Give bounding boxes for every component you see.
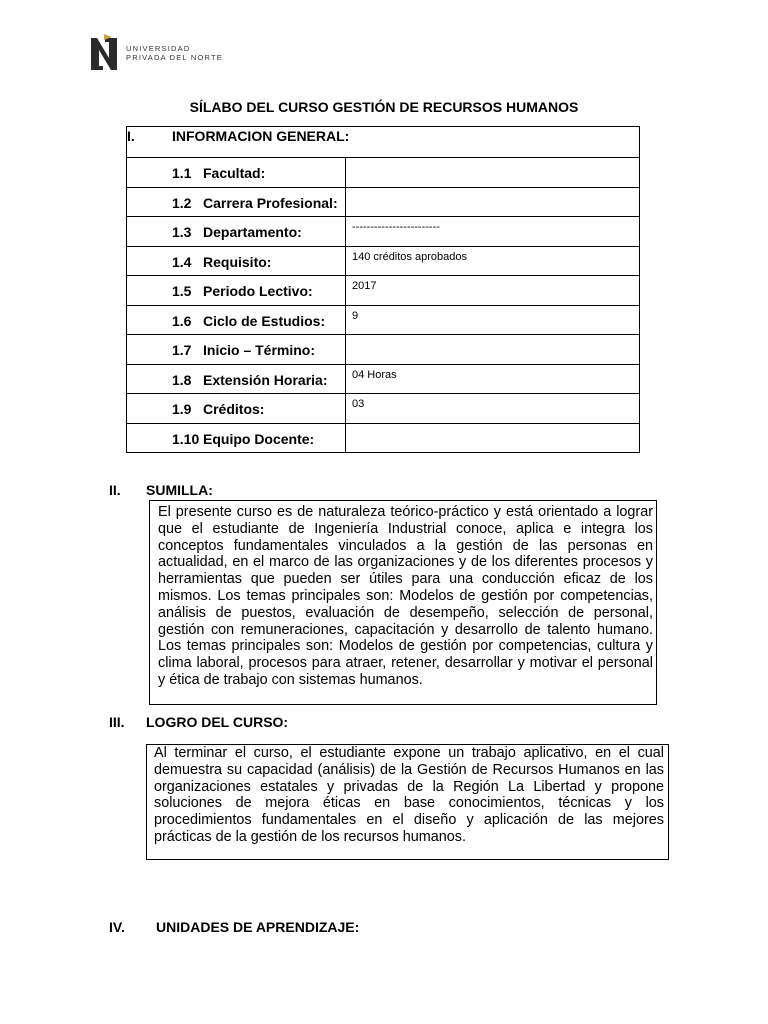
row-number: 1.2	[172, 194, 192, 211]
section-3-numeral: III.	[109, 714, 125, 730]
row-number: 1.8	[172, 371, 192, 388]
table-row	[127, 217, 640, 247]
table-row	[127, 158, 640, 188]
row-label: Carrera Profesional:	[203, 194, 338, 211]
sumilla-text-box	[149, 500, 657, 705]
row-label: Requisito:	[203, 253, 272, 270]
row-number: 1.7	[172, 342, 192, 358]
row-number: 1.10	[172, 430, 200, 447]
table-row	[127, 394, 640, 424]
row-label: Ciclo de Estudios:	[203, 312, 326, 329]
row-label: Créditos:	[203, 401, 265, 417]
row-number: 1.9	[172, 401, 192, 417]
logo-line-2: PRIVADA DEL NORTE	[126, 53, 223, 62]
section-1-title: INFORMACION GENERAL:	[172, 128, 350, 144]
section-4-title: UNIDADES DE APRENDIZAJE:	[156, 919, 360, 935]
row-label: Facultad:	[203, 165, 266, 181]
section-3-title: LOGRO DEL CURSO:	[146, 714, 289, 730]
row-label: Departamento:	[203, 224, 302, 240]
document-title: SÍLABO DEL CURSO GESTIÓN DE RECURSOS HUMANOS	[189, 99, 579, 115]
section-1-header	[127, 127, 640, 158]
row-value: 140 créditos aprobados	[346, 246, 640, 276]
table-row	[127, 276, 640, 306]
row-number: 1.5	[172, 283, 192, 299]
section-4-heading	[109, 919, 359, 935]
row-value: 03	[346, 394, 640, 424]
table-row	[127, 364, 640, 394]
section-2-numeral: II.	[109, 482, 121, 498]
table-row	[127, 335, 640, 365]
section-1-header-row	[127, 127, 640, 158]
row-value	[346, 335, 640, 365]
sumilla-text: El presente curso es de naturaleza teórico-práctico y está orientado a lograr que el estudiante de Ingeniería Industrial conoce, aplica e integra los conceptos fundamentales vinculados a la gestión de las personas en actualidad, en el marco de las organizaciones y de los diferentes procesos y herramientas que pueden ser útiles para una conducción eficaz de los mismos. Los temas principales son: Modelos de gestión por competencias, análisis de puestos, evaluación de desempeño, selección de personal, gestión con remuneraciones, capacitación y desarrollo de talento humano. Los temas principales son: Modelos de gestión por competencias, cultura y clima laboral, procesos para atraer, retener, desarrollar y motivar el personal y ética de trabajo con sistemas humanos.	[158, 504, 653, 688]
section-3-heading	[109, 714, 288, 730]
row-number: 1.1	[172, 165, 192, 181]
row-label: Extensión Horaria:	[203, 371, 328, 388]
row-value: 04 Horas	[346, 364, 640, 394]
row-value	[346, 423, 640, 453]
table-row	[127, 423, 640, 453]
row-label: Equipo Docente:	[203, 430, 315, 447]
row-value: 2017	[346, 276, 640, 306]
section-2-heading	[109, 482, 213, 498]
general-info-table	[126, 126, 640, 453]
row-label: Periodo Lectivo:	[203, 283, 313, 299]
section-4-numeral: IV.	[109, 919, 125, 935]
logro-text-box	[146, 744, 669, 860]
row-number: 1.6	[172, 312, 192, 329]
row-label: Inicio – Término:	[203, 342, 316, 358]
upn-logo-icon	[88, 34, 122, 72]
row-value	[346, 187, 640, 217]
row-value: 9	[346, 305, 640, 335]
row-value: ------------------------	[346, 217, 640, 247]
row-number: 1.4	[172, 253, 192, 270]
logo-line-1: UNIVERSIDAD	[126, 44, 191, 53]
row-value	[346, 158, 640, 188]
logro-text: Al terminar el curso, el estudiante expone un trabajo aplicativo, en el cual demuestra su capacidad (análisis) de la Gestión de Recursos Humanos en las organizaciones estatales y privadas de la Región La Libertad y propone soluciones de mejora éticas en base conocimientos, técnicas y los procedimientos fundamentales en el diseño y aplicación de las mejores prácticas de la gestión de los recursos humanos.	[154, 745, 664, 845]
table-row	[127, 187, 640, 217]
table-row	[127, 305, 640, 335]
row-number: 1.3	[172, 224, 192, 240]
section-2-title: SUMILLA:	[146, 482, 213, 498]
table-row	[127, 246, 640, 276]
university-logo	[88, 34, 223, 72]
section-1-numeral: I.	[127, 128, 135, 144]
